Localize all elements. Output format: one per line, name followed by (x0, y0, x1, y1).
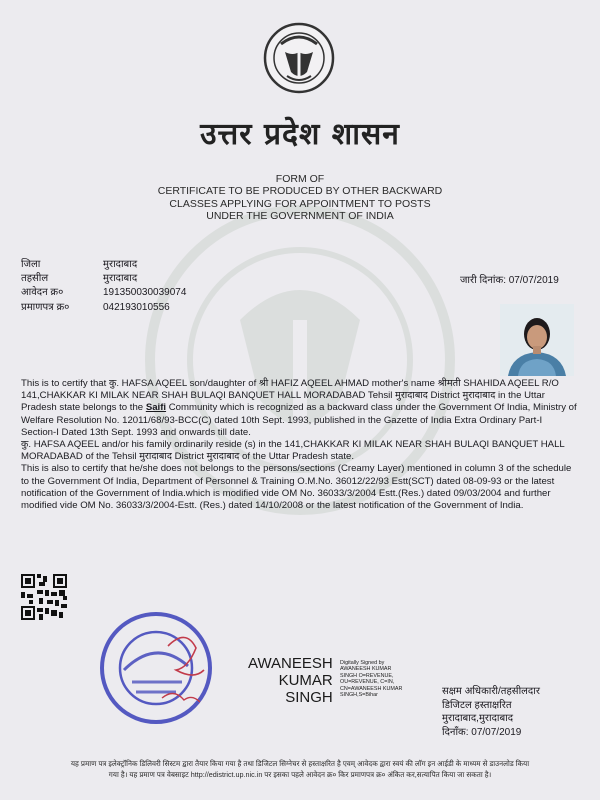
up-emblem-icon (263, 22, 335, 94)
digital-signature-line: Digitally Signed by (340, 660, 385, 666)
certificate-info (21, 258, 186, 315)
form-heading-line: CERTIFICATE TO BE PRODUCED BY OTHER BACKWARD (157, 185, 443, 198)
digital-signature-line: OU=REVENUE, C=IN, (340, 679, 395, 686)
certificate-number-row (21, 301, 186, 315)
signatory-name (248, 655, 333, 706)
signatory-name-line: AWANEESH (248, 655, 333, 672)
certify-text-cont: Community which is recognized as a backward class under the Government Of India, Ministry of Welfare Resolution No. 12011/68/93-BCC(C) dated 10th Sept. 1993, published in the Gazette of India Extra Ordinary Part-I Section-I Dated 13th Sept. 1993 and onwards till date. (21, 402, 577, 438)
creamy-layer-paragraph: This is also to certify that he/she does not belongs to the persons/sections (Creamy Layer) mentioned in column 3 of the schedule to the Government Of India, Department of Personnel & Training O.M.No. 36012/22/93 Estt(SCT) dated 08-09-93 or the latest notification of the Government of India.which is modified vide OM No. 36033/3/2004 Estt.(Res.) dated 09/03/2004 and further modified vide OM No. 36033/3/2004-Estt. (Res.) dated 14/10/2008 or the latest notification of the Government of India. (21, 463, 572, 512)
certificate-body (21, 378, 579, 512)
form-heading (0, 173, 600, 223)
issue-date: जारी दिनांक: 07/07/2019 (460, 275, 559, 286)
footer-line: यह प्रमाण पत्र इलेक्ट्रॉनिक डिलिवरी सिस्टम द्वारा तैयार किया गया है तथा डिजिटल सिग्नेचर से हस्ताक्षरित है एवम् आवेदक द्वारा स्वयं की लॉग इन आईडी के माध्यम से डाउनलोड किया (70, 759, 530, 768)
footer-note (0, 758, 600, 780)
application-value: 191350030039074 (103, 287, 187, 299)
certificate-number-value: 042193010556 (103, 301, 170, 313)
tehsil-label: तहसील (21, 273, 49, 285)
citizen-service-seal (96, 608, 226, 726)
district-row (21, 258, 186, 272)
residence-paragraph: कु. HAFSA AQEEL and/or his family ordinarily reside (s) in the 141,CHAKKAR KI MILAK NEAR SHAH BULAQI BANQUET HALL MORADABAD of the Tehsil मुरादाबाद District मुरादाबाद of the Uttar Pradesh state. (21, 439, 565, 463)
certify-text: This is to certify that कु. HAFSA AQEEL son/daughter of श्री HAFIZ AQEEL AHMAD mother's name श्रीमती SHAHIDA AQEEL R/O 141,CHAKKAR KI MILAK NEAR SHAH BULAQI BANQUET HALL MORADABAD Tehsil मुरादाबाद District मुरादाबाद in the Uttar Pradesh state belongs to the (21, 378, 559, 414)
qr-code-icon (21, 574, 67, 620)
officer-date: दिनाँक: 07/07/2019 (442, 726, 522, 738)
community-name: Saifi (145, 402, 167, 414)
district-value: मुरादाबाद (103, 259, 138, 270)
applicant-photo (500, 304, 574, 376)
digital-signature-details (340, 660, 402, 698)
tehsil-row (21, 272, 186, 286)
issuing-officer (442, 685, 540, 739)
officer-title: सक्षम अधिकारी/तहसीलदार (442, 686, 540, 697)
certificate-number-label: प्रमाणपत्र क्र० (21, 301, 70, 313)
signatory-name-line: KUMAR (278, 672, 333, 689)
footer-line: गया है। यह प्रमाण पत्र वेबसाइट http://edistrict.up.nic.in पर इसका पहले आवेदन क्र० किर प्रमाणपत्र क्र० अंकित कर,सत्यापित किया जा सकता है। (108, 770, 492, 779)
district-label: जिला (21, 259, 41, 270)
form-heading-line: UNDER THE GOVERNMENT OF INDIA (206, 210, 394, 223)
tehsil-value: मुरादाबाद (103, 273, 138, 285)
certificate-paragraph (21, 378, 579, 439)
application-label: आवेदन क्र० (21, 287, 64, 299)
application-row (21, 286, 186, 300)
signatory-name-line: SINGH (285, 689, 333, 706)
form-heading-line: FORM OF (275, 173, 325, 185)
officer-place: मुरादाबाद,मुरादाबाद (442, 713, 514, 724)
government-title: उत्तर प्रदेश शासन (200, 117, 400, 152)
officer-signed: डिजिटल हस्ताक्षरित (442, 699, 512, 711)
digital-signature-line: AWANEESH KUMAR (340, 666, 392, 673)
form-heading-line: CLASSES APPLYING FOR APPOINTMENT TO POSTS (169, 197, 431, 210)
digital-signature-line: CN=AWANEESH KUMAR (340, 685, 403, 692)
digital-signature-line: SINGH O=REVENUE, (340, 672, 394, 679)
digital-signature-line: SINGH,S=Bihar (340, 692, 378, 699)
